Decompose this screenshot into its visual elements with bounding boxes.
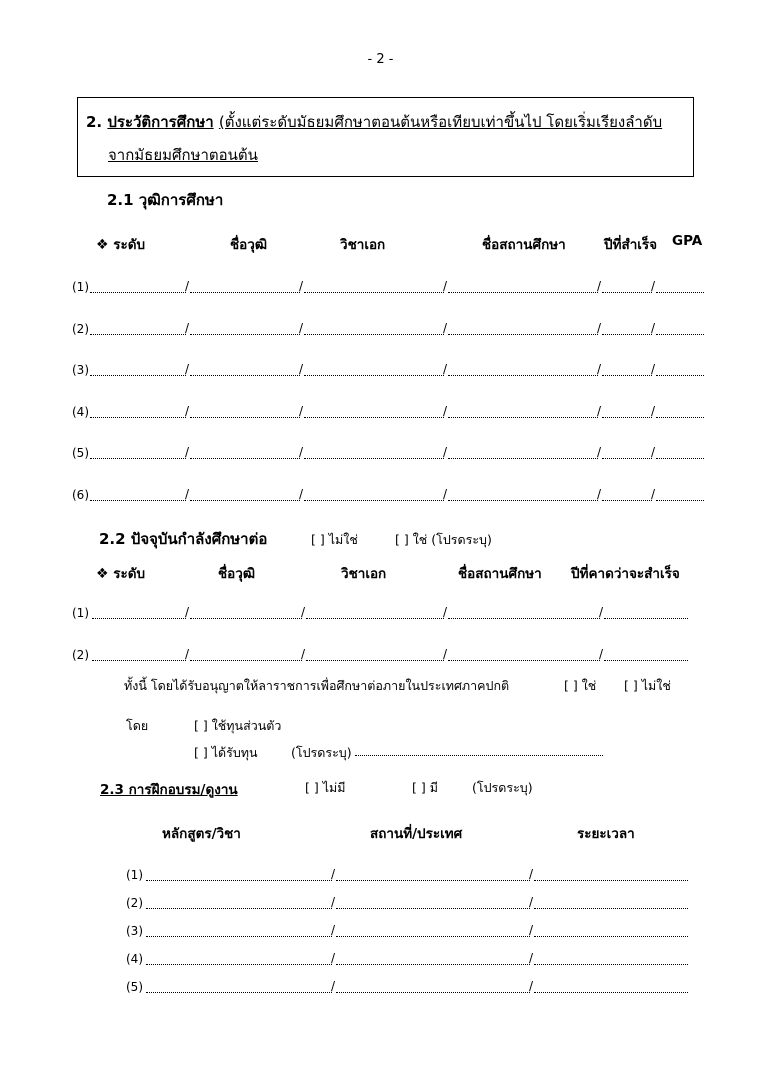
s21-field-separator: / (185, 403, 190, 418)
s21-field-4[interactable] (448, 500, 598, 501)
s21-header-level (96, 233, 145, 255)
s21-field-5[interactable] (602, 458, 652, 459)
s21-field-1[interactable] (90, 500, 186, 501)
s21-field-1[interactable] (90, 375, 186, 376)
s21-field-3[interactable] (304, 458, 444, 459)
s21-field-5[interactable] (602, 500, 652, 501)
s22-fund-grant-input-line[interactable] (355, 755, 603, 756)
diamond-bullet-icon: ❖ (96, 237, 109, 253)
s22-permission-yes[interactable]: [ ] ใช่ (564, 678, 597, 693)
s23-field-1[interactable] (146, 964, 332, 965)
s22-option-yes[interactable]: [ ] ใช่ (โปรดระบุ) (395, 532, 492, 547)
s21-field-separator: / (185, 279, 190, 293)
s21-field-3[interactable] (304, 334, 444, 335)
s22-header-institution: ชื่อสถานศึกษา (458, 566, 542, 582)
s21-header-gpa: GPA (672, 233, 703, 249)
section-2-description: (ตั้งแต่ระดับมัธยมศึกษาตอนต้นหรือเทียบเท่าขึ้นไป โดยเริ่มเรียงลำดับ (218, 113, 663, 131)
section-2-1-heading: 2.1 วุฒิการศึกษา (107, 191, 224, 209)
s21-field-2[interactable] (190, 334, 300, 335)
s22-field-5[interactable] (604, 618, 688, 619)
s22-field-1[interactable] (92, 660, 186, 661)
s21-field-separator: / (651, 445, 656, 459)
s21-header-degree: ชื่อวุฒิ (230, 237, 268, 253)
s21-row-number: (1) (72, 280, 89, 294)
s23-field-1[interactable] (146, 880, 332, 881)
s21-field-separator: / (651, 403, 656, 418)
s21-field-separator: / (597, 445, 602, 459)
s22-fund-grant-specify: (โปรดระบุ) (291, 745, 352, 760)
s23-field-separator: / (529, 923, 534, 937)
s23-header-duration: ระยะเวลา (577, 826, 635, 842)
s21-field-separator: / (597, 486, 602, 501)
s22-permission-no[interactable]: [ ] ไม่ใช่ (624, 678, 671, 693)
s21-field-4[interactable] (448, 458, 598, 459)
s22-field-separator: / (185, 605, 190, 619)
s23-field-separator: / (529, 867, 534, 881)
s23-option-none[interactable]: [ ] ไม่มี (305, 780, 346, 795)
s21-field-separator: / (651, 320, 656, 335)
s21-header-institution: ชื่อสถานศึกษา (482, 237, 566, 253)
s21-field-separator: / (597, 362, 602, 376)
s23-field-separator: / (529, 979, 534, 993)
s21-row-number: (2) (72, 321, 89, 336)
s23-row-number: (3) (126, 924, 143, 938)
s22-field-separator: / (443, 605, 448, 619)
s23-field-separator: / (529, 895, 534, 909)
s22-field-separator: / (599, 647, 604, 661)
s21-field-5[interactable] (602, 292, 652, 293)
s21-field-6[interactable] (656, 417, 704, 418)
s21-field-6[interactable] (656, 375, 704, 376)
s23-field-3[interactable] (534, 936, 688, 937)
s21-field-5[interactable] (602, 334, 652, 335)
s21-field-separator: / (299, 403, 304, 418)
s21-field-separator: / (299, 445, 304, 459)
s22-field-2[interactable] (190, 618, 302, 619)
s22-field-separator: / (443, 647, 448, 661)
s21-field-6[interactable] (656, 458, 704, 459)
s23-field-1[interactable] (146, 992, 332, 993)
s23-row-number: (5) (126, 980, 143, 994)
s21-field-separator: / (651, 279, 656, 293)
s23-field-3[interactable] (534, 964, 688, 965)
s21-field-2[interactable] (190, 417, 300, 418)
s22-fund-grant[interactable]: [ ] ได้รับทุน (194, 745, 258, 760)
s21-field-separator: / (651, 486, 656, 501)
s23-field-2[interactable] (336, 936, 530, 937)
s21-field-separator: / (597, 279, 602, 293)
section-2-title-line-1 (86, 110, 662, 134)
s22-field-3[interactable] (306, 660, 444, 661)
s22-header-degree: ชื่อวุฒิ (218, 566, 256, 582)
s22-field-3[interactable] (306, 618, 444, 619)
s22-field-5[interactable] (604, 660, 688, 661)
s22-header-major: วิชาเอก (341, 566, 387, 582)
s21-field-separator: / (185, 320, 190, 335)
s23-field-1[interactable] (146, 936, 332, 937)
s21-field-5[interactable] (602, 417, 652, 418)
s21-field-3[interactable] (304, 375, 444, 376)
s21-header-grad-year: ปีที่สำเร็จ (604, 237, 658, 253)
s21-field-6[interactable] (656, 292, 704, 293)
s21-field-2[interactable] (190, 458, 300, 459)
s22-header-level (96, 562, 145, 584)
s22-field-2[interactable] (190, 660, 302, 661)
s21-row-number: (5) (72, 446, 89, 460)
s22-option-no[interactable]: [ ] ไม่ใช่ (311, 532, 358, 547)
s22-permission-text: ทั้งนี้ โดยได้รับอนุญาตให้ลาราชการเพื่อศึกษาต่อภายในประเทศภาคปกติ (124, 678, 510, 693)
section-2-number: 2. (86, 113, 103, 131)
s23-field-2[interactable] (336, 880, 530, 881)
s21-row-number: (3) (72, 363, 89, 377)
s23-field-2[interactable] (336, 992, 530, 993)
s21-field-separator: / (443, 403, 448, 418)
s22-field-4[interactable] (448, 618, 600, 619)
s21-field-separator: / (185, 486, 190, 501)
s21-field-3[interactable] (304, 500, 444, 501)
section-2-title-line-2 (108, 143, 258, 167)
s21-field-1[interactable] (90, 417, 186, 418)
s23-header-place: สถานที่/ประเทศ (370, 826, 463, 842)
s23-field-separator: / (529, 951, 534, 965)
s22-field-separator: / (185, 647, 190, 661)
s21-header-level-label: ระดับ (113, 237, 146, 253)
diamond-bullet-icon: ❖ (96, 566, 109, 582)
s23-field-3[interactable] (534, 880, 688, 881)
s22-field-1[interactable] (92, 618, 186, 619)
s21-field-2[interactable] (190, 292, 300, 293)
section-2-title: ประวัติการศึกษา (107, 113, 214, 131)
s21-field-separator: / (185, 362, 190, 376)
page-number: - 2 - (367, 52, 394, 67)
s21-field-4[interactable] (448, 334, 598, 335)
s22-row-number: (2) (72, 648, 89, 662)
s23-field-separator: / (331, 923, 336, 937)
s21-field-2[interactable] (190, 500, 300, 501)
s23-row-number: (4) (126, 952, 143, 966)
s23-field-separator: / (331, 867, 336, 881)
s21-field-separator: / (443, 320, 448, 335)
s21-field-separator: / (443, 362, 448, 376)
s21-field-6[interactable] (656, 500, 704, 501)
s22-header-expected-year: ปีที่คาดว่าจะสำเร็จ (571, 566, 680, 582)
section-2-3-heading: 2.3 การฝึกอบรม/ดูงาน (100, 782, 238, 798)
s21-field-6[interactable] (656, 334, 704, 335)
s21-field-4[interactable] (448, 375, 598, 376)
s21-field-separator: / (299, 362, 304, 376)
s23-row-number: (1) (126, 868, 143, 882)
s22-field-separator: / (301, 605, 306, 619)
s23-option-have-specify: (โปรดระบุ) (472, 780, 533, 795)
s23-option-have[interactable]: [ ] มี (412, 780, 438, 795)
s21-row-number: (6) (72, 487, 89, 502)
s21-field-1[interactable] (90, 334, 186, 335)
s22-by-label: โดย (126, 718, 149, 733)
s23-field-separator: / (331, 951, 336, 965)
s21-field-separator: / (299, 279, 304, 293)
s23-field-2[interactable] (336, 908, 530, 909)
s21-field-separator: / (443, 445, 448, 459)
s23-field-3[interactable] (534, 908, 688, 909)
s21-header-major: วิชาเอก (340, 237, 386, 253)
s21-field-4[interactable] (448, 417, 598, 418)
s21-field-separator: / (299, 320, 304, 335)
s23-row-number: (2) (126, 896, 143, 910)
s21-field-separator: / (443, 279, 448, 293)
s21-field-separator: / (597, 320, 602, 335)
section-2-description-cont: จากมัธยมศึกษาตอนต้น (108, 146, 258, 164)
s23-field-2[interactable] (336, 964, 530, 965)
s21-field-3[interactable] (304, 292, 444, 293)
s21-field-1[interactable] (90, 292, 186, 293)
s21-field-separator: / (651, 362, 656, 376)
s22-field-4[interactable] (448, 660, 600, 661)
s22-row-number: (1) (72, 606, 89, 620)
s21-field-3[interactable] (304, 417, 444, 418)
s23-header-course: หลักสูตร/วิชา (162, 826, 241, 842)
s21-field-separator: / (443, 486, 448, 501)
s22-field-separator: / (599, 605, 604, 619)
s23-field-3[interactable] (534, 992, 688, 993)
s21-field-separator: / (597, 403, 602, 418)
s21-field-1[interactable] (90, 458, 186, 459)
s23-field-1[interactable] (146, 908, 332, 909)
s21-field-5[interactable] (602, 375, 652, 376)
s21-field-2[interactable] (190, 375, 300, 376)
s21-field-separator: / (185, 445, 190, 459)
s22-fund-own[interactable]: [ ] ใช้ทุนส่วนตัว (194, 718, 282, 733)
s22-header-level-label: ระดับ (113, 566, 146, 582)
s23-field-separator: / (331, 979, 336, 993)
s21-field-separator: / (299, 486, 304, 501)
s21-field-4[interactable] (448, 292, 598, 293)
s21-row-number: (4) (72, 404, 89, 419)
s23-field-separator: / (331, 895, 336, 909)
section-2-2-heading: 2.2 ปัจจุบันกำลังศึกษาต่อ (99, 530, 268, 548)
s22-field-separator: / (301, 647, 306, 661)
